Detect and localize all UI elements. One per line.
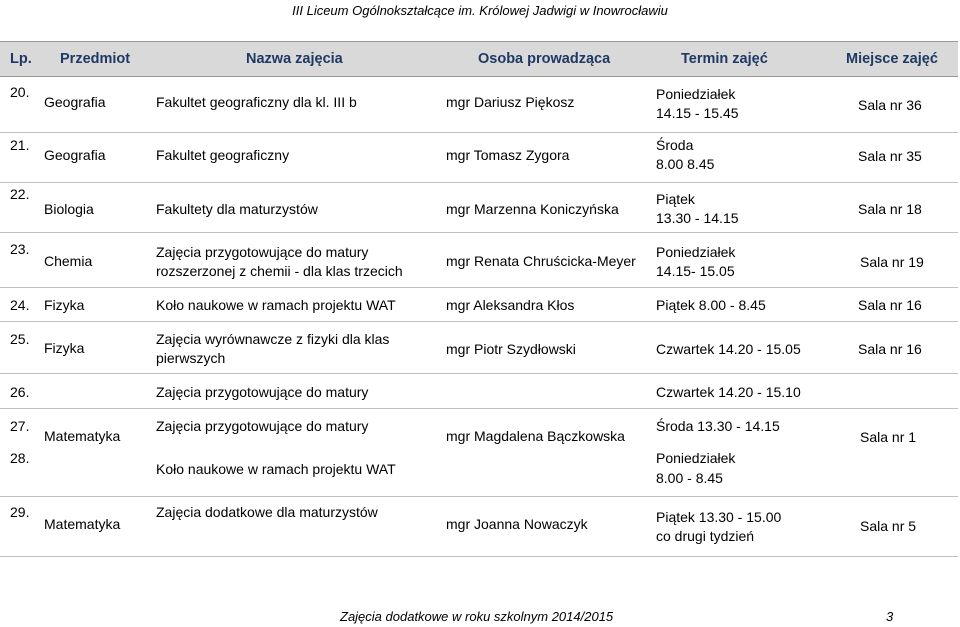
row-separator bbox=[0, 232, 958, 233]
row-lp: 25. bbox=[10, 331, 30, 347]
col-teacher: Osoba prowadząca bbox=[478, 51, 611, 67]
page-header bbox=[0, 0, 960, 22]
row-time: Piątek 13.30 - 15.00 bbox=[656, 509, 782, 525]
row-lp: 20. bbox=[10, 84, 30, 100]
row-lp: 28. bbox=[10, 450, 30, 466]
row-time: 13.30 - 14.15 bbox=[656, 210, 739, 226]
row-name: Zajęcia przygotowujące do matury bbox=[156, 244, 369, 260]
row-time: Poniedziałek bbox=[656, 450, 736, 466]
row-name: Fakultet geograficzny bbox=[156, 147, 290, 163]
row-separator bbox=[0, 556, 958, 557]
row-name: Zajęcia dodatkowe dla maturzystów bbox=[156, 504, 378, 520]
col-lp: Lp. bbox=[10, 51, 32, 67]
row-lp: 27. bbox=[10, 418, 30, 434]
row-name: rozszerzonej z chemii - dla klas trzecich bbox=[156, 263, 403, 279]
row-teacher: mgr Piotr Szydłowski bbox=[446, 341, 576, 357]
row-time: Poniedziałek bbox=[656, 86, 736, 102]
row-subject: Geografia bbox=[44, 147, 106, 163]
row-time: Środa bbox=[656, 137, 694, 153]
row-time: Piątek bbox=[656, 191, 695, 207]
school-name: III Liceum Ogólnokształcące im. Królowej Jadwigi w Inowrocławiu bbox=[292, 3, 668, 18]
table-header bbox=[0, 41, 958, 77]
row-time: 14.15- 15.05 bbox=[656, 263, 735, 279]
row-teacher: mgr Aleksandra Kłos bbox=[446, 297, 575, 313]
row-subject: Matematyka bbox=[44, 516, 121, 532]
row-lp: 26. bbox=[10, 384, 30, 400]
row-lp: 23. bbox=[10, 241, 30, 257]
row-name: Zajęcia wyrównawcze z fizyki dla klas bbox=[156, 331, 390, 347]
row-room: Sala nr 36 bbox=[858, 97, 922, 113]
row-time: Czwartek 14.20 - 15.10 bbox=[656, 384, 801, 400]
row-subject: Chemia bbox=[44, 253, 93, 269]
row-room: Sala nr 16 bbox=[858, 297, 922, 313]
row-room: Sala nr 35 bbox=[858, 148, 922, 164]
footer-text: Zajęcia dodatkowe w roku szkolnym 2014/2015 bbox=[340, 609, 614, 624]
row-name: Zajęcia przygotowujące do matury bbox=[156, 384, 369, 400]
row-room: Sala nr 18 bbox=[858, 201, 922, 217]
row-subject: Fizyka bbox=[44, 340, 85, 356]
col-time: Termin zajęć bbox=[681, 51, 768, 67]
row-subject: Matematyka bbox=[44, 428, 121, 444]
row-name: Fakultety dla maturzystów bbox=[156, 201, 318, 217]
row-lp: 22. bbox=[10, 186, 30, 202]
row-teacher: mgr Tomasz Zygora bbox=[446, 147, 570, 163]
row-name: pierwszych bbox=[156, 350, 226, 366]
row-separator bbox=[0, 287, 958, 288]
row-subject: Biologia bbox=[44, 201, 94, 217]
row-lp: 29. bbox=[10, 504, 30, 520]
row-lp: 24. bbox=[10, 297, 30, 313]
row-name: Koło naukowe w ramach projektu WAT bbox=[156, 297, 396, 313]
row-time: Czwartek 14.20 - 15.05 bbox=[656, 341, 801, 357]
row-name: Zajęcia przygotowujące do matury bbox=[156, 418, 369, 434]
row-time: co drugi tydzień bbox=[656, 528, 755, 544]
row-separator bbox=[0, 496, 958, 497]
row-room: Sala nr 1 bbox=[860, 429, 917, 445]
row-lp: 21. bbox=[10, 137, 30, 153]
page-number: 3 bbox=[886, 609, 894, 624]
row-room: Sala nr 19 bbox=[860, 254, 924, 270]
row-time: 8.00 - 8.45 bbox=[656, 470, 723, 486]
row-subject: Geografia bbox=[44, 94, 106, 110]
row-name: Koło naukowe w ramach projektu WAT bbox=[156, 461, 396, 477]
col-room: Miejsce zajęć bbox=[846, 51, 938, 67]
row-name: Fakultet geograficzny dla kl. III b bbox=[156, 94, 357, 110]
row-teacher: mgr Dariusz Piękosz bbox=[446, 94, 575, 110]
row-teacher: mgr Marzenna Koniczyńska bbox=[446, 201, 619, 217]
row-separator bbox=[0, 132, 958, 133]
row-subject: Fizyka bbox=[44, 297, 85, 313]
row-time: 8.00 8.45 bbox=[656, 156, 715, 172]
row-time: Piątek 8.00 - 8.45 bbox=[656, 297, 766, 313]
row-separator bbox=[0, 373, 958, 374]
row-teacher: mgr Magdalena Bączkowska bbox=[446, 428, 625, 444]
row-time: Środa 13.30 - 14.15 bbox=[656, 418, 780, 434]
row-room: Sala nr 16 bbox=[858, 341, 922, 357]
page-footer bbox=[0, 606, 960, 627]
row-separator bbox=[0, 321, 958, 322]
row-separator bbox=[0, 408, 958, 409]
row-teacher: mgr Joanna Nowaczyk bbox=[446, 516, 588, 532]
row-separator bbox=[0, 182, 958, 183]
row-room: Sala nr 5 bbox=[860, 518, 917, 534]
col-name: Nazwa zajęcia bbox=[246, 51, 343, 67]
row-time: Poniedziałek bbox=[656, 244, 736, 260]
col-subject: Przedmiot bbox=[60, 51, 131, 67]
row-teacher: mgr Renata Chruścicka-Meyer bbox=[446, 253, 636, 269]
row-time: 14.15 - 15.45 bbox=[656, 105, 739, 121]
